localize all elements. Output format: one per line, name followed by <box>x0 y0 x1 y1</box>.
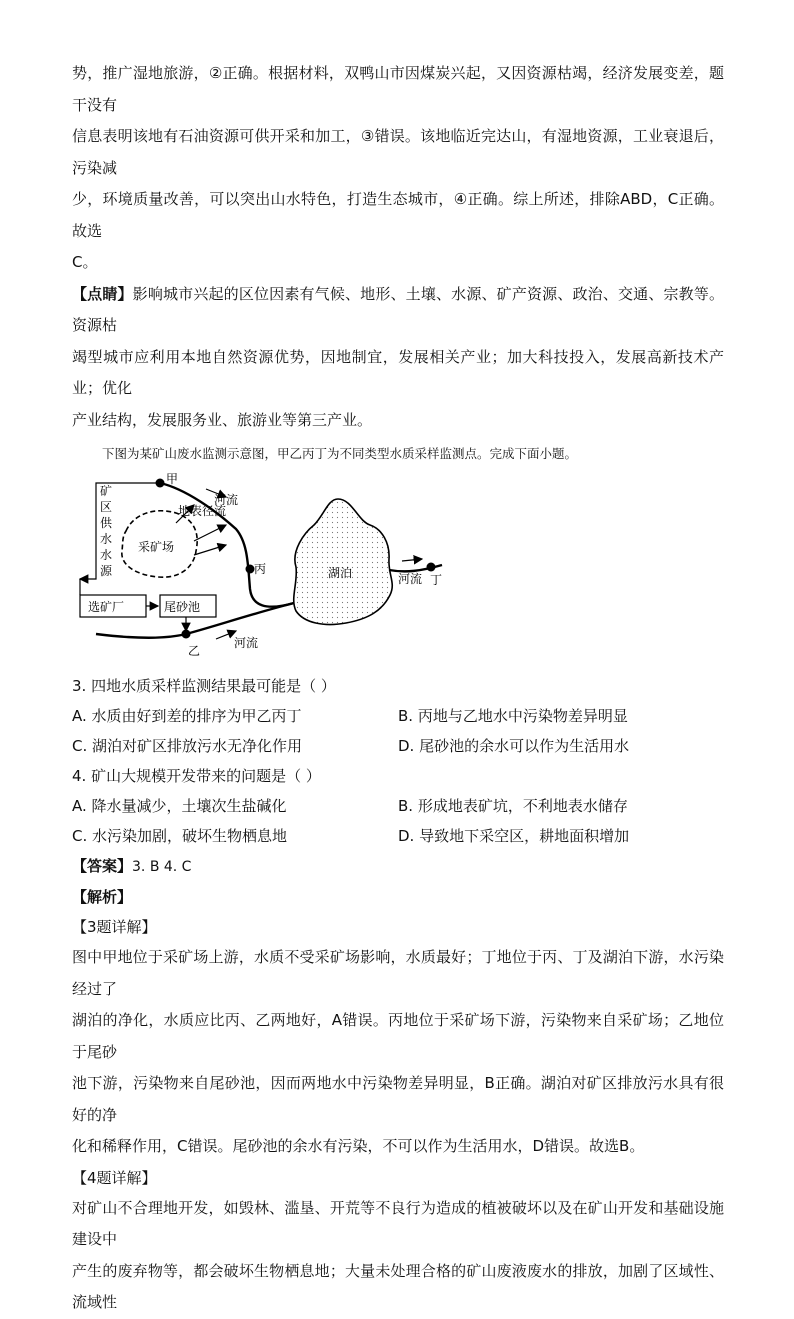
text-line: 湖泊的净化，水质应比丙、乙两地好，A错误。丙地位于采矿场下游，污染物来自采矿场；乙地位于尾砂 <box>72 1011 724 1061</box>
question-4-options-row1 <box>72 791 724 821</box>
answer-line <box>72 851 724 882</box>
label-bing: 丙 <box>254 562 267 576</box>
answer-text: 3. B 4. C <box>132 859 192 875</box>
text-line: 【点睛】影响城市兴起的区位因素有气候、地形、土壤、水源、矿产资源、政治、交通、宗教等。资源枯 <box>72 284 724 334</box>
q3-option-c[interactable]: C. 湖泊对矿区排放污水无净化作用 <box>72 737 303 755</box>
text-line: 图中甲地位于采矿场上游，水质不受采矿场影响，水质最好；丁地位于丙、丁及湖泊下游，水污染经过了 <box>72 948 724 998</box>
question-4-options-row2 <box>72 821 724 851</box>
paragraph-analysis-end <box>72 58 724 279</box>
q4-option-d[interactable]: D. 导致地下采空区，耕地面积增加 <box>398 827 630 845</box>
text-line: 化和稀释作用，C错误。尾砂池的余水有污染，不可以作为生活用水，D错误。故选B。 <box>72 1137 645 1155</box>
text-line: 池下游，污染物来自尾砂池，因而两地水中污染物差异明显，B正确。湖泊对矿区排放污水具有很好的净 <box>72 1074 724 1124</box>
text-line: 竭型城市应利用本地自然资源优势，因地制宜，发展相关产业；加大科技投入，发展高新技术产业；优化 <box>72 347 724 397</box>
label-supply-4: 水 <box>100 532 113 546</box>
lake-shape <box>294 499 393 625</box>
label-mine: 采矿场 <box>138 540 175 554</box>
question-4-stem: 4. 矿山大规模开发带来的问题是（ ） <box>72 767 321 785</box>
label-supply-1: 矿 <box>100 484 113 498</box>
text-line: 对矿山不合理地开发，如毁林、滥垦、开荒等不良行为造成的植被破坏以及在矿山开发和基础设施建设中 <box>72 1198 724 1248</box>
label-supply-6: 源 <box>100 564 113 578</box>
supply-line <box>80 483 160 579</box>
label-yi: 乙 <box>188 644 201 658</box>
d4-heading: 【4题详解】 <box>72 1168 157 1187</box>
question-3-stem: 3. 四地水质采样监测结果最可能是（ ） <box>72 677 336 695</box>
q4-option-c[interactable]: C. 水污染加剧，破坏生物栖息地 <box>72 827 288 845</box>
runoff-arrow-2 <box>194 525 226 541</box>
runoff-arrow-3 <box>194 545 226 555</box>
flow-arrow-lower <box>216 631 236 639</box>
label-plant: 选矿厂 <box>88 600 125 614</box>
label-jia: 甲 <box>166 472 179 486</box>
flow-arrow-out <box>402 559 422 561</box>
q3-option-b[interactable]: B. 丙地与乙地水中污染物差异明显 <box>398 707 628 725</box>
q3-option-d[interactable]: D. 尾砂池的余水可以作为生活用水 <box>398 737 630 755</box>
text-line: 势，推广湿地旅游，②正确。根据材料，双鸭山市因煤炭兴起，又因资源枯竭，经济发展变差，题干没有 <box>72 64 724 114</box>
page-content <box>72 58 724 1319</box>
answer-tag: 【答案】 <box>72 857 133 875</box>
label-lake: 湖泊 <box>328 566 353 580</box>
jiexi-heading: 【解析】 <box>72 888 133 906</box>
d4-body <box>72 1193 724 1319</box>
dianjing-tag: 【点睛】 <box>72 284 133 303</box>
point-yi <box>182 630 191 639</box>
q3-option-a[interactable]: A. 水质由好到差的排序为甲乙丙丁 <box>72 707 302 725</box>
text-line: 信息表明该地有石油资源可供开采和加工，③错误。该地临近完达山，有湿地资源，工业衰退后，污染减 <box>72 127 724 177</box>
label-supply-5: 水 <box>100 548 113 562</box>
question-intro: 下图为某矿山废水监测示意图，甲乙丙丁为不同类型水质采样监测点。完成下面小题。 <box>102 446 578 461</box>
text-line: 产业结构，发展服务业、旅游业等第三产业。 <box>72 410 373 429</box>
text-line: 少，环境质量改善，可以突出山水特色，打造生态城市，④正确。综上所述，排除ABD，C正确。故选 <box>72 190 724 240</box>
label-runoff: 地表径流 <box>178 504 227 518</box>
label-supply-2: 区 <box>100 500 113 514</box>
text-line: C。 <box>72 253 98 271</box>
label-supply-3: 供 <box>100 516 113 530</box>
label-river-upper: 河流 <box>214 493 239 507</box>
question-3-options-row2 <box>72 731 724 761</box>
q4-option-b[interactable]: B. 形成地表矿坑，不利地表水储存 <box>398 797 628 815</box>
d3-body <box>72 942 724 1163</box>
label-tailings: 尾砂池 <box>164 600 201 614</box>
label-river-out: 河流 <box>398 572 423 586</box>
label-river-lower: 河流 <box>234 636 259 650</box>
point-ding <box>427 563 436 572</box>
text-line: 产生的废弃物等，都会破坏生物栖息地；大量未处理合格的矿山废液废水的排放，加剧了区域性、流域性 <box>72 1261 724 1311</box>
point-jia <box>156 479 165 488</box>
label-ding: 丁 <box>430 573 443 587</box>
mine-wastewater-diagram <box>76 471 476 671</box>
question-3-options-row1 <box>72 701 724 731</box>
diagram-svg <box>76 471 476 671</box>
d3-heading: 【3题详解】 <box>72 918 157 936</box>
q4-option-a[interactable]: A. 降水量减少，土壤次生盐碱化 <box>72 797 287 815</box>
paragraph-dianjing <box>72 279 724 437</box>
